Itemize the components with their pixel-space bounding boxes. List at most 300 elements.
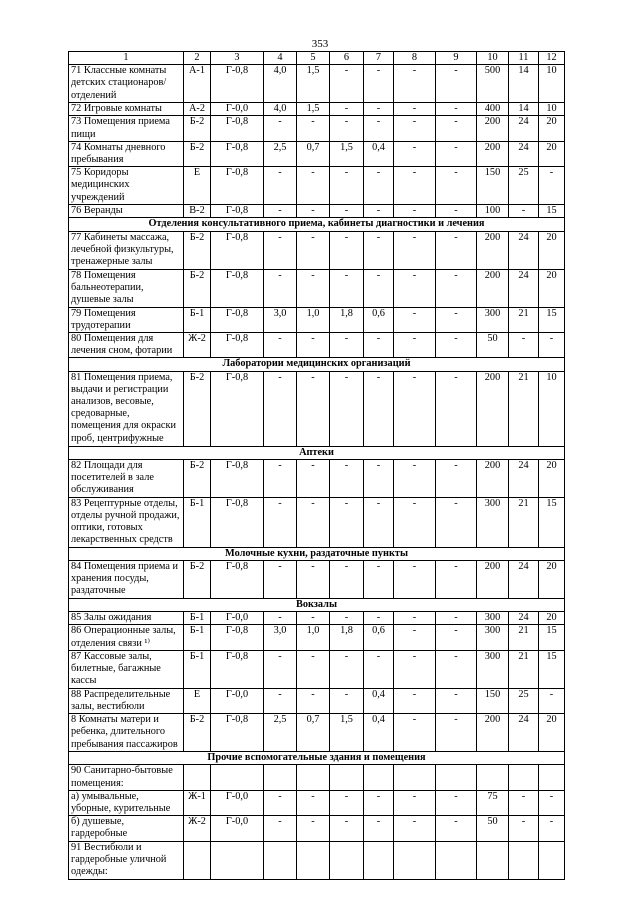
room-name-cell: б) душевые, гардеробные — [69, 816, 184, 841]
value-cell: 20 — [539, 269, 565, 307]
value-cell: Б-2 — [184, 714, 211, 752]
value-cell: - — [297, 116, 330, 141]
value-cell: Б-1 — [184, 650, 211, 688]
value-cell: 24 — [509, 714, 539, 752]
value-cell: 25 — [509, 688, 539, 713]
value-cell: 24 — [509, 269, 539, 307]
value-cell: 400 — [477, 103, 509, 116]
section-title: Аптеки — [69, 446, 565, 459]
value-cell: - — [330, 65, 364, 103]
value-cell: - — [330, 103, 364, 116]
room-name-cell: 91 Вестибюли и гардеробные уличной одежды: — [69, 841, 184, 879]
value-cell: Ж-2 — [184, 333, 211, 358]
value-cell: 2,5 — [264, 141, 297, 166]
value-cell: - — [394, 561, 436, 599]
value-cell: 3,0 — [264, 625, 297, 650]
value-cell: - — [264, 688, 297, 713]
value-cell: 20 — [539, 714, 565, 752]
value-cell: - — [330, 561, 364, 599]
value-cell: - — [539, 790, 565, 815]
room-name-cell: 88 Распределительные залы, вестибюли — [69, 688, 184, 713]
value-cell: 20 — [539, 141, 565, 166]
value-cell: - — [436, 333, 477, 358]
value-cell: - — [297, 612, 330, 625]
room-name-cell: 72 Игровые комнаты — [69, 103, 184, 116]
value-cell: 200 — [477, 371, 509, 446]
value-cell: - — [364, 103, 394, 116]
table-row — [69, 116, 565, 141]
column-header: 3 — [211, 52, 264, 65]
value-cell — [184, 841, 211, 879]
value-cell: - — [509, 333, 539, 358]
value-cell: Е — [184, 167, 211, 205]
section-title: Вокзалы — [69, 599, 565, 612]
value-cell: - — [539, 333, 565, 358]
value-cell: 24 — [509, 459, 539, 497]
value-cell: - — [330, 612, 364, 625]
value-cell: 200 — [477, 561, 509, 599]
value-cell — [364, 765, 394, 790]
value-cell: 0,6 — [364, 307, 394, 332]
value-cell: Г-0,0 — [211, 103, 264, 116]
value-cell: - — [539, 688, 565, 713]
value-cell: - — [394, 269, 436, 307]
value-cell: - — [436, 371, 477, 446]
value-cell: - — [264, 816, 297, 841]
value-cell: Г-0,8 — [211, 167, 264, 205]
value-cell: - — [264, 459, 297, 497]
value-cell: - — [264, 497, 297, 547]
room-name-cell: 83 Рецептурные отделы, отделы ручной продажи, оптики, готовых лекарственных средств — [69, 497, 184, 547]
table-row — [69, 65, 565, 103]
value-cell: Б-1 — [184, 612, 211, 625]
value-cell: Г-0,8 — [211, 497, 264, 547]
value-cell: - — [330, 205, 364, 218]
value-cell — [297, 765, 330, 790]
section-title: Отделения консультативного приема, кабинеты диагностики и лечения — [69, 218, 565, 231]
value-cell: 1,8 — [330, 307, 364, 332]
value-cell: - — [394, 371, 436, 446]
value-cell: 300 — [477, 650, 509, 688]
value-cell — [539, 841, 565, 879]
value-cell: 200 — [477, 714, 509, 752]
section-title: Лаборатории медицинских организаций — [69, 358, 565, 371]
table-row — [69, 103, 565, 116]
value-cell: - — [330, 116, 364, 141]
room-name-cell: 84 Помещения приема и хранения посуды, раздаточные — [69, 561, 184, 599]
table-row — [69, 307, 565, 332]
table-row — [69, 333, 565, 358]
value-cell: 300 — [477, 625, 509, 650]
value-cell: Г-0,8 — [211, 714, 264, 752]
value-cell: - — [364, 790, 394, 815]
value-cell: - — [394, 688, 436, 713]
table-row — [69, 167, 565, 205]
value-cell: - — [436, 790, 477, 815]
value-cell: 24 — [509, 116, 539, 141]
room-name-cell: 79 Помещения трудотерапии — [69, 307, 184, 332]
room-name-cell: 73 Помещения приема пищи — [69, 116, 184, 141]
value-cell: 1,5 — [297, 65, 330, 103]
value-cell: 10 — [539, 371, 565, 446]
value-cell: - — [264, 269, 297, 307]
value-cell: Г-0,0 — [211, 816, 264, 841]
value-cell: Ж-1 — [184, 790, 211, 815]
room-name-cell: 75 Коридоры медицинских учреждений — [69, 167, 184, 205]
value-cell: Е — [184, 688, 211, 713]
value-cell: - — [364, 459, 394, 497]
value-cell: Г-0,8 — [211, 65, 264, 103]
value-cell: Б-1 — [184, 497, 211, 547]
value-cell: Б-2 — [184, 269, 211, 307]
value-cell: - — [539, 816, 565, 841]
value-cell: Г-0,8 — [211, 205, 264, 218]
value-cell: 1,8 — [330, 625, 364, 650]
value-cell: - — [330, 790, 364, 815]
value-cell: - — [436, 116, 477, 141]
value-cell: - — [394, 650, 436, 688]
value-cell — [184, 765, 211, 790]
table-row — [69, 371, 565, 446]
value-cell: - — [436, 561, 477, 599]
value-cell — [264, 841, 297, 879]
value-cell: В-2 — [184, 205, 211, 218]
value-cell: А-1 — [184, 65, 211, 103]
value-cell: Г-0,8 — [211, 231, 264, 269]
value-cell: - — [330, 650, 364, 688]
value-cell: 14 — [509, 65, 539, 103]
column-header: 2 — [184, 52, 211, 65]
value-cell — [477, 765, 509, 790]
value-cell: 1,5 — [297, 103, 330, 116]
value-cell: - — [436, 141, 477, 166]
value-cell: - — [394, 307, 436, 332]
table-row — [69, 688, 565, 713]
value-cell: 20 — [539, 612, 565, 625]
value-cell: 4,0 — [264, 103, 297, 116]
table-row — [69, 561, 565, 599]
value-cell: - — [364, 333, 394, 358]
table-row — [69, 231, 565, 269]
value-cell: 200 — [477, 141, 509, 166]
value-cell: 21 — [509, 497, 539, 547]
value-cell — [330, 765, 364, 790]
value-cell: - — [394, 497, 436, 547]
value-cell: 100 — [477, 205, 509, 218]
value-cell: Б-2 — [184, 141, 211, 166]
value-cell: 24 — [509, 141, 539, 166]
value-cell: 300 — [477, 497, 509, 547]
value-cell: - — [436, 205, 477, 218]
value-cell: - — [509, 205, 539, 218]
room-name-cell: 76 Веранды — [69, 205, 184, 218]
value-cell: 1,5 — [330, 141, 364, 166]
value-cell: Г-0,8 — [211, 333, 264, 358]
value-cell: - — [509, 790, 539, 815]
value-cell: 21 — [509, 307, 539, 332]
value-cell — [264, 765, 297, 790]
value-cell: - — [297, 205, 330, 218]
value-cell: - — [264, 333, 297, 358]
value-cell: Г-0,8 — [211, 116, 264, 141]
value-cell: 21 — [509, 625, 539, 650]
value-cell: - — [297, 650, 330, 688]
value-cell: - — [394, 116, 436, 141]
value-cell: 20 — [539, 231, 565, 269]
value-cell: - — [297, 459, 330, 497]
value-cell: Г-0,8 — [211, 141, 264, 166]
value-cell: - — [436, 688, 477, 713]
value-cell: - — [394, 103, 436, 116]
value-cell: - — [330, 269, 364, 307]
value-cell: 21 — [509, 650, 539, 688]
value-cell: - — [297, 333, 330, 358]
value-cell: Г-0,8 — [211, 371, 264, 446]
section-row — [69, 599, 565, 612]
value-cell — [364, 841, 394, 879]
value-cell: - — [264, 612, 297, 625]
table-row — [69, 841, 565, 879]
value-cell: 200 — [477, 269, 509, 307]
section-row — [69, 547, 565, 560]
value-cell — [477, 841, 509, 879]
column-header: 12 — [539, 52, 565, 65]
value-cell: 15 — [539, 307, 565, 332]
value-cell: - — [364, 650, 394, 688]
value-cell: - — [436, 231, 477, 269]
value-cell: - — [330, 167, 364, 205]
value-cell: - — [436, 167, 477, 205]
value-cell: Г-0,8 — [211, 625, 264, 650]
column-header: 7 — [364, 52, 394, 65]
value-cell: 1,0 — [297, 307, 330, 332]
value-cell: - — [394, 459, 436, 497]
value-cell: - — [364, 65, 394, 103]
value-cell: - — [264, 167, 297, 205]
value-cell: 24 — [509, 231, 539, 269]
value-cell: - — [264, 790, 297, 815]
value-cell: - — [264, 650, 297, 688]
value-cell: - — [330, 231, 364, 269]
value-cell: 15 — [539, 625, 565, 650]
value-cell: 200 — [477, 459, 509, 497]
value-cell: - — [364, 561, 394, 599]
value-cell: Г-0,8 — [211, 269, 264, 307]
value-cell: Б-2 — [184, 459, 211, 497]
value-cell: - — [297, 688, 330, 713]
value-cell: Б-2 — [184, 371, 211, 446]
column-header: 8 — [394, 52, 436, 65]
value-cell: 0,7 — [297, 141, 330, 166]
value-cell: - — [297, 231, 330, 269]
room-name-cell: 74 Комнаты дневного пребывания — [69, 141, 184, 166]
value-cell: Г-0,8 — [211, 561, 264, 599]
value-cell: 500 — [477, 65, 509, 103]
value-cell: - — [394, 333, 436, 358]
value-cell: Г-0,0 — [211, 688, 264, 713]
value-cell: 300 — [477, 612, 509, 625]
value-cell: - — [394, 816, 436, 841]
value-cell: 15 — [539, 497, 565, 547]
value-cell: 1,0 — [297, 625, 330, 650]
table-row — [69, 497, 565, 547]
value-cell: Г-0,8 — [211, 459, 264, 497]
value-cell — [211, 765, 264, 790]
value-cell: - — [264, 231, 297, 269]
value-cell: - — [394, 65, 436, 103]
value-cell: - — [364, 231, 394, 269]
value-cell: - — [297, 497, 330, 547]
value-cell: - — [364, 116, 394, 141]
table-row — [69, 714, 565, 752]
value-cell: 0,6 — [364, 625, 394, 650]
value-cell: 25 — [509, 167, 539, 205]
room-name-cell: 86 Операционные залы, отделения связи ¹⁾ — [69, 625, 184, 650]
room-name-cell: 71 Классные комнаты детских стационаров/отделений — [69, 65, 184, 103]
value-cell: 0,7 — [297, 714, 330, 752]
value-cell: - — [297, 167, 330, 205]
value-cell: 4,0 — [264, 65, 297, 103]
value-cell: - — [436, 497, 477, 547]
value-cell: 200 — [477, 231, 509, 269]
value-cell: Б-2 — [184, 231, 211, 269]
column-header: 1 — [69, 52, 184, 65]
value-cell: 300 — [477, 307, 509, 332]
value-cell: - — [436, 816, 477, 841]
table-row — [69, 141, 565, 166]
value-cell: Г-0,0 — [211, 790, 264, 815]
value-cell: - — [394, 714, 436, 752]
column-header: 10 — [477, 52, 509, 65]
value-cell: - — [297, 371, 330, 446]
value-cell: - — [364, 371, 394, 446]
value-cell: - — [394, 612, 436, 625]
column-header: 11 — [509, 52, 539, 65]
value-cell: - — [436, 459, 477, 497]
room-name-cell: 87 Кассовые залы, билетные, багажные кассы — [69, 650, 184, 688]
value-cell: - — [297, 790, 330, 815]
value-cell: Ж-2 — [184, 816, 211, 841]
room-name-cell: 77 Кабинеты массажа, лечебной физкультуры, тренажерные залы — [69, 231, 184, 269]
value-cell: 10 — [539, 65, 565, 103]
table-row — [69, 269, 565, 307]
value-cell: - — [364, 167, 394, 205]
value-cell: 14 — [509, 103, 539, 116]
table-row — [69, 790, 565, 815]
value-cell — [509, 841, 539, 879]
value-cell: 15 — [539, 205, 565, 218]
value-cell: - — [330, 497, 364, 547]
value-cell: - — [364, 816, 394, 841]
value-cell: Б-1 — [184, 625, 211, 650]
value-cell: 20 — [539, 459, 565, 497]
value-cell — [394, 841, 436, 879]
room-name-cell: 82 Площади для посетителей в зале обслуживания — [69, 459, 184, 497]
value-cell — [436, 765, 477, 790]
value-cell: - — [330, 459, 364, 497]
value-cell: 20 — [539, 561, 565, 599]
value-cell: - — [364, 269, 394, 307]
value-cell — [330, 841, 364, 879]
value-cell: - — [330, 333, 364, 358]
value-cell — [539, 765, 565, 790]
section-row — [69, 358, 565, 371]
value-cell: Б-2 — [184, 561, 211, 599]
table-row — [69, 459, 565, 497]
value-cell: 20 — [539, 116, 565, 141]
value-cell: - — [364, 205, 394, 218]
value-cell: 150 — [477, 688, 509, 713]
value-cell: - — [330, 688, 364, 713]
value-cell: - — [364, 497, 394, 547]
value-cell: - — [394, 167, 436, 205]
value-cell — [394, 765, 436, 790]
value-cell: - — [436, 612, 477, 625]
value-cell: - — [436, 65, 477, 103]
value-cell: - — [436, 714, 477, 752]
value-cell: - — [394, 625, 436, 650]
column-header: 9 — [436, 52, 477, 65]
value-cell — [297, 841, 330, 879]
value-cell: Б-1 — [184, 307, 211, 332]
value-cell — [436, 841, 477, 879]
value-cell: 10 — [539, 103, 565, 116]
value-cell: - — [264, 561, 297, 599]
value-cell — [509, 765, 539, 790]
value-cell: - — [436, 103, 477, 116]
column-header: 5 — [297, 52, 330, 65]
room-name-cell: а) умывальные, уборные, курительные — [69, 790, 184, 815]
value-cell: 0,4 — [364, 688, 394, 713]
value-cell: 15 — [539, 650, 565, 688]
value-cell: 21 — [509, 371, 539, 446]
value-cell: - — [394, 231, 436, 269]
table-row — [69, 816, 565, 841]
value-cell: 0,4 — [364, 141, 394, 166]
value-cell: - — [539, 167, 565, 205]
norms-table — [68, 51, 565, 880]
value-cell: 200 — [477, 116, 509, 141]
section-row — [69, 218, 565, 231]
value-cell: - — [436, 269, 477, 307]
value-cell: А-2 — [184, 103, 211, 116]
value-cell: - — [436, 307, 477, 332]
table-row — [69, 765, 565, 790]
room-name-cell: 85 Залы ожидания — [69, 612, 184, 625]
table-row — [69, 612, 565, 625]
value-cell: - — [297, 816, 330, 841]
column-header: 6 — [330, 52, 364, 65]
section-title: Молочные кухни, раздаточные пункты — [69, 547, 565, 560]
page-number: 353 — [311, 38, 329, 50]
column-header: 4 — [264, 52, 297, 65]
value-cell: - — [264, 205, 297, 218]
value-cell: 50 — [477, 333, 509, 358]
value-cell: - — [330, 371, 364, 446]
section-title: Прочие вспомогательные здания и помещения — [69, 752, 565, 765]
value-cell — [211, 841, 264, 879]
value-cell: 1,5 — [330, 714, 364, 752]
value-cell: 2,5 — [264, 714, 297, 752]
value-cell: 24 — [509, 612, 539, 625]
table-row — [69, 650, 565, 688]
value-cell: - — [330, 816, 364, 841]
value-cell: 24 — [509, 561, 539, 599]
section-row — [69, 752, 565, 765]
value-cell: - — [436, 625, 477, 650]
value-cell: - — [297, 269, 330, 307]
value-cell: - — [394, 205, 436, 218]
